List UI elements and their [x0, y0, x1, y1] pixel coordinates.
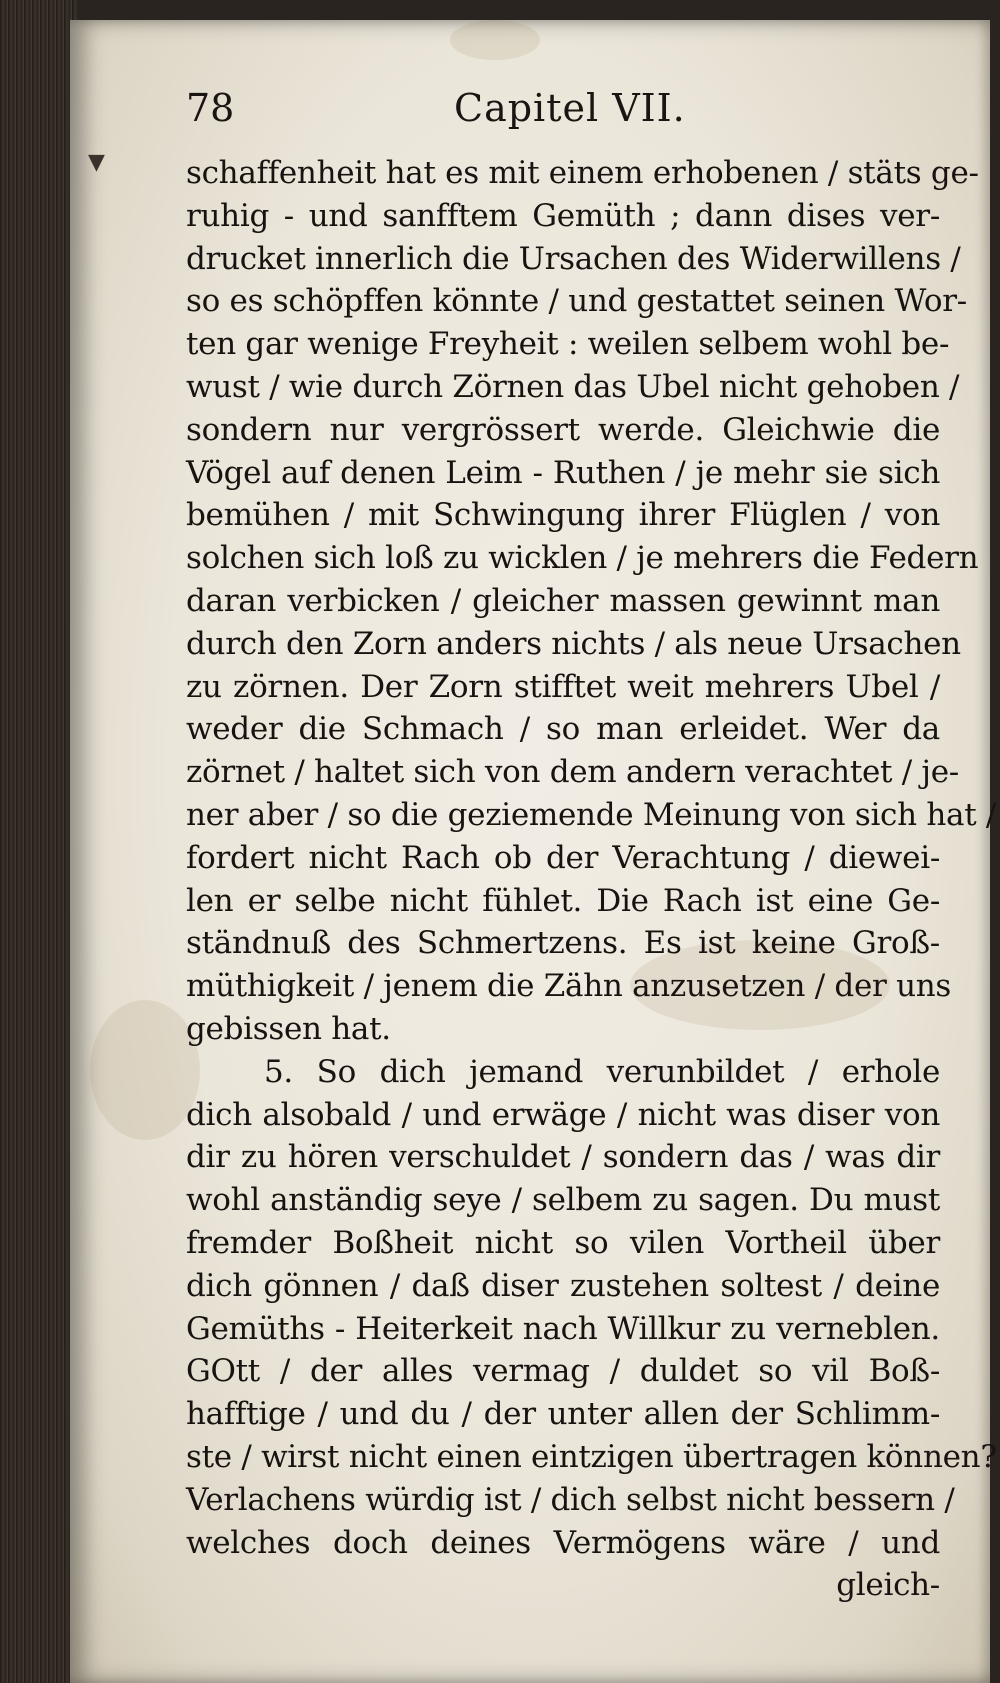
page-header [186, 86, 706, 136]
text-line: Vögel auf denen Leim - Ruthen / je mehr sie sich [186, 454, 940, 491]
text-line: daran verbicken / gleicher massen gewinnt man [186, 582, 940, 619]
paper-stain [90, 1000, 200, 1140]
text-line: zörnet / haltet sich von dem andern verachtet / je- [186, 754, 959, 791]
text-line: 5. So dich jemand verunbildet / erhole [264, 1053, 940, 1090]
text-line: solchen sich loß zu wicklen / je mehrers die Federn [186, 540, 979, 577]
text-line: hafftige / und du / der unter allen der Schlimm- [186, 1396, 940, 1433]
text-line: dir zu hören verschuldet / sondern das / was dir [186, 1139, 940, 1176]
text-line: ste / wirst nicht einen eintzigen übertragen können? [186, 1438, 997, 1475]
text-line: drucket innerlich die Ursachen des Widerwillens / [186, 240, 961, 277]
text-line: zu zörnen. Der Zorn stifftet weit mehrers Ubel / [186, 668, 940, 705]
text-line: wohl anständig seye / selbem zu sagen. Du must [186, 1182, 940, 1219]
text-line: welches doch deines Vermögens wäre / und [186, 1524, 940, 1561]
text-line: sondern nur vergrössert werde. Gleichwie die [186, 411, 940, 448]
text-line: dich gönnen / daß diser zustehen soltest / deine [186, 1267, 940, 1304]
text-line: len er selbe nicht fühlet. Die Rach ist eine Ge- [186, 882, 940, 919]
catchword: gleich- [836, 1567, 940, 1604]
text-line: so es schöpffen könnte / und gestattet seinen Wor- [186, 283, 967, 320]
text-line: wust / wie durch Zörnen das Ubel nicht gehoben / [186, 368, 960, 405]
text-line: ständnuß des Schmertzens. Es ist keine Groß- [186, 925, 940, 962]
text-line: gebissen hat. [186, 1010, 391, 1047]
running-head: Capitel VII. [454, 86, 686, 130]
text-line: Verlachens würdig ist / dich selbst nicht bessern / [186, 1481, 955, 1518]
margin-mark-icon: ▼ [88, 150, 105, 175]
text-line: ner aber / so die geziemende Meinung von sich hat / [186, 796, 997, 833]
text-line: bemühen / mit Schwingung ihrer Flüglen / von [186, 497, 940, 534]
text-line: ruhig - und sanfftem Gemüth ; dann dises ver- [186, 197, 940, 234]
text-line: schaffenheit hat es mit einem erhobenen / stäts ge- [186, 155, 979, 191]
text-line: Gemüths - Heiterkeit nach Willkur zu verneblen. [186, 1310, 940, 1347]
text-line: fordert nicht Rach ob der Verachtung / diewei- [186, 839, 940, 876]
text-line: ten gar wenige Freyheit : weilen selbem wohl be- [186, 326, 950, 363]
text-line: weder die Schmach / so man erleidet. Wer da [186, 711, 940, 748]
text-line: fremder Boßheit nicht so vilen Vortheil über [186, 1224, 940, 1261]
book-page-edges [0, 0, 78, 1683]
paper-stain [450, 20, 540, 60]
text-line: müthigkeit / jenem die Zähn anzusetzen / der uns [186, 968, 952, 1005]
text-line: GOtt / der alles vermag / duldet so vil Boß- [186, 1353, 940, 1390]
body-text [186, 152, 997, 1607]
text-line: durch den Zorn anders nichts / als neue Ursachen [186, 625, 961, 662]
page-number: 78 [186, 86, 235, 130]
text-line: dich alsobald / und erwäge / nicht was diser von [186, 1096, 940, 1133]
